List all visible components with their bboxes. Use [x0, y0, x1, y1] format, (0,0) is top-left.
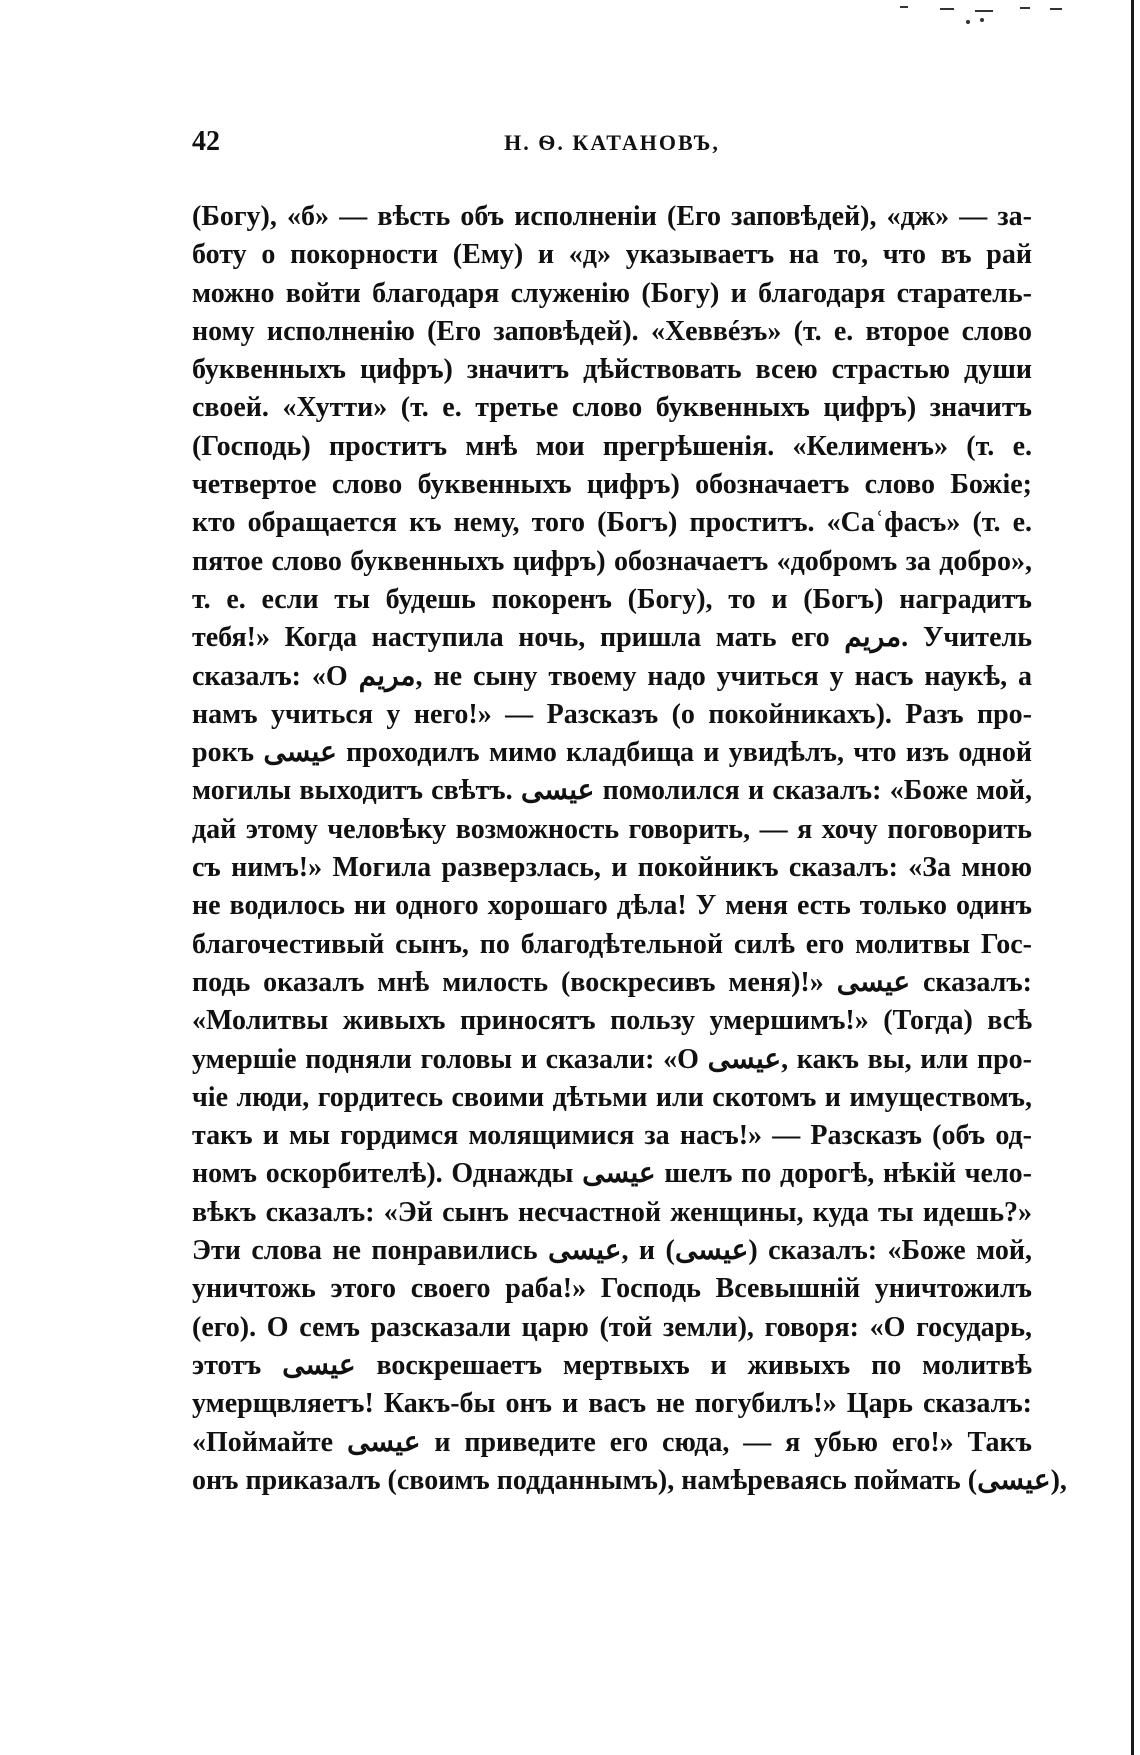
- text-line: Эти слова не понравились عيسى, и (عيسى) сказалъ: «Боже мой,: [192, 1235, 1033, 1267]
- text-line: (Господь) проститъ мнѣ мои прегрѣшенія. «Келименъ» (т. е.: [192, 430, 1032, 462]
- text-line: вѣкъ сказалъ: «Эй сынъ несчастной женщины, куда ты идешь?»: [192, 1196, 1032, 1228]
- text-line: (Богу), «б» — вѣсть объ исполненіи (Его заповѣдей), «дж» — за-: [192, 201, 1032, 232]
- text-line: умершіе подняли головы и сказали: «О عيسى, какъ вы, или про-: [192, 1043, 1032, 1075]
- text-line: съ нимъ!» Могила разверзлась, и покойникъ сказалъ: «За мною: [192, 852, 1032, 884]
- text-line: этотъ عيسى воскрешаетъ мертвыхъ и живыхъ по молитвѣ: [192, 1349, 1032, 1381]
- text-line: такъ и мы гордимся молящимися за насъ!» — Разсказъ (объ од-: [192, 1120, 1032, 1152]
- text-line: т. е. если ты будешь покоренъ (Богу), то и (Богъ) наградитъ: [192, 583, 1032, 615]
- text-line: четвертое слово буквенныхъ цифръ) обозначаетъ слово Божіе;: [192, 469, 1032, 501]
- text-line: номъ оскорбителѣ). Однажды عيسى шелъ по дорогѣ, нѣкій чело-: [192, 1158, 1032, 1190]
- text-line: (его). О семъ разсказали царю (той земли), говоря: «О государь,: [192, 1311, 1032, 1343]
- text-line: тебя!» Когда наступила ночь, пришла мать его مريم. Учитель: [192, 622, 1033, 654]
- text-line: рокъ عيسى проходилъ мимо кладбища и увидѣлъ, что изъ одной: [192, 737, 1032, 769]
- text-line: сказалъ: «О مريم, не сыну твоему надо учиться у насъ наукѣ, а: [192, 660, 1032, 692]
- page-header: [192, 126, 1032, 170]
- text-line: благочестивый сынъ, по благодѣтельной силѣ его молитвы Гос-: [192, 928, 1032, 960]
- text-line: своей. «Хутти» (т. е. третье слово буквенныхъ цифръ) значитъ: [192, 392, 1032, 424]
- scan-specks: [900, 4, 1100, 44]
- running-head: Н. Ѳ. КАТАНОВЪ,: [504, 130, 720, 155]
- text-line: чіе люди, гордитесь своими дѣтьми или скотомъ и имуществомъ,: [192, 1081, 1032, 1113]
- text-line: кто обращается къ нему, того (Богъ) проститъ. «Саʿфасъ» (т. е.: [192, 507, 1032, 539]
- body-text: [192, 198, 1067, 1500]
- text-line: ному исполненію (Его заповѣдей). «Хеввéзъ» (т. е. второе слово: [192, 315, 1032, 347]
- text-line: намъ учиться у него!» — Разсказъ (о покойникахъ). Разъ про-: [192, 698, 1032, 730]
- page-number: 42: [192, 126, 220, 157]
- text-line: «Молитвы живыхъ приносятъ пользу умершимъ!» (Тогда) всѣ: [192, 1005, 1032, 1037]
- text-line: подь оказалъ мнѣ милость (воскресивъ меня)!» عيسى сказалъ:: [192, 966, 1032, 998]
- text-line: «Поймайте عيسى и приведите его сюда, — я убью его!» Такъ: [192, 1426, 1032, 1458]
- text-line: умерщвляетъ! Какъ-бы онъ и васъ не погубилъ!» Царь сказалъ:: [192, 1388, 1032, 1420]
- text-line: онъ приказалъ (своимъ подданнымъ), намѣреваясь поймать (عيسى),: [192, 1464, 1067, 1496]
- text-line: пятое слово буквенныхъ цифръ) обозначаетъ «добромъ за добро»,: [192, 545, 1032, 577]
- text-line: могилы выходитъ свѣтъ. عيسى помолился и сказалъ: «Боже мой,: [192, 775, 1032, 807]
- text-line: буквенныхъ цифръ) значитъ дѣйствовать всею страстью души: [192, 354, 1032, 386]
- text-line: боту о покорности (Ему) и «д» указываетъ на то, что въ рай: [192, 239, 1032, 271]
- text-line: уничтожь этого своего раба!» Господь Всевышній уничтожилъ: [192, 1273, 1032, 1305]
- scan-page-edge: [1131, 0, 1134, 1755]
- text-line: можно войти благодаря служенію (Богу) и благодаря старатель-: [192, 277, 1032, 309]
- text-line: дай этому человѣку возможность говорить, — я хочу поговорить: [192, 813, 1032, 845]
- text-line: не водилось ни одного хорошаго дѣла! У меня есть только одинъ: [192, 890, 1032, 922]
